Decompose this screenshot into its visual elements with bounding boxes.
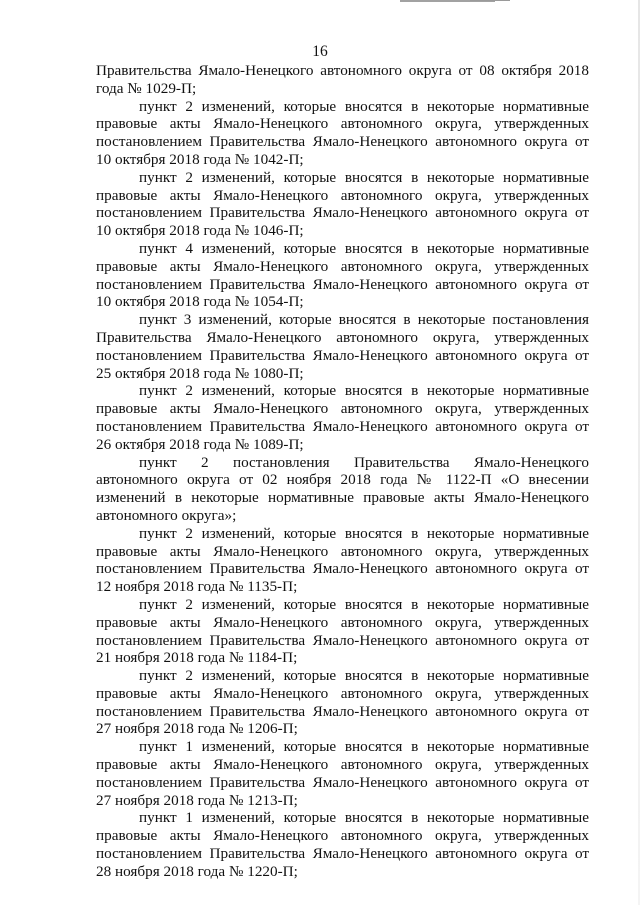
paragraph: пункт 1 изменений, которые вносятся в некоторые нормативные правовые акты Ямало-Ненецкого автономного округа, утвержденных постановлением Правительства Ямало-Ненецкого автономного округа от 27 ноября 2018 года № 1213-П; bbox=[96, 738, 589, 809]
page-number: 16 bbox=[312, 43, 328, 60]
paragraph: пункт 2 изменений, которые вносятся в некоторые нормативные правовые акты Ямало-Ненецкого автономного округа, утвержденных постановлением Правительства Ямало-Ненецкого автономного округа от 26 октября 2018 года № 1089-П; bbox=[96, 382, 589, 453]
paragraph: пункт 1 изменений, которые вносятся в некоторые нормативные правовые акты Ямало-Ненецкого автономного округа, утвержденных постановлением Правительства Ямало-Ненецкого автономного округа от 28 ноября 2018 года № 1220-П; bbox=[96, 809, 589, 880]
paragraph: Правительства Ямало-Ненецкого автономного округа от 08 октября 2018 года № 1029-П; bbox=[96, 62, 589, 97]
paragraph: пункт 2 изменений, которые вносятся в некоторые нормативные правовые акты Ямало-Ненецкого автономного округа, утвержденных постановлением Правительства Ямало-Ненецкого автономного округа от 12 ноября 2018 года № 1135-П; bbox=[96, 524, 589, 596]
scan-artifact-line bbox=[470, 0, 510, 1]
paragraph: пункт 2 изменений, которые вносятся в некоторые нормативные правовые акты Ямало-Ненецкого автономного округа, утвержденных постановлением Правительства Ямало-Ненецкого автономного округа от 27 ноября 2018 года № 1206-П; bbox=[96, 667, 589, 738]
paragraph: пункт 2 изменений, которые вносятся в некоторые нормативные правовые акты Ямало-Ненецкого автономного округа, утвержденных постановлением Правительства Ямало-Ненецкого автономного округа от 10 октября 2018 года № 1042-П; bbox=[96, 97, 589, 168]
paragraph: пункт 2 постановления Правительства Ямало-Ненецкого автономного округа от 02 ноября 2018 года № 1122-П «О внесении изменений в некоторые нормативные правовые акты Ямало-Ненецкого автономного округа»; bbox=[96, 453, 589, 524]
paragraph: пункт 2 изменений, которые вносятся в некоторые нормативные правовые акты Ямало-Ненецкого автономного округа, утвержденных постановлением Правительства Ямало-Ненецкого автономного округа от 21 ноября 2018 года № 1184-П; bbox=[96, 595, 589, 667]
paragraph: пункт 3 изменений, которые вносятся в некоторые постановления Правительства Ямало-Ненецкого автономного округа, утвержденных постановлением Правительства Ямало-Ненецкого автономного округа от 25 октября 2018 года № 1080-П; bbox=[96, 311, 589, 382]
document-body bbox=[96, 62, 589, 881]
paragraph: пункт 4 изменений, которые вносятся в некоторые нормативные правовые акты Ямало-Ненецкого автономного округа, утвержденных постановлением Правительства Ямало-Ненецкого автономного округа от 10 октября 2018 года № 1054-П; bbox=[96, 239, 589, 311]
paragraph: пункт 2 изменений, которые вносятся в некоторые нормативные правовые акты Ямало-Ненецкого автономного округа, утвержденных постановлением Правительства Ямало-Ненецкого автономного округа от 10 октября 2018 года № 1046-П; bbox=[96, 168, 589, 240]
